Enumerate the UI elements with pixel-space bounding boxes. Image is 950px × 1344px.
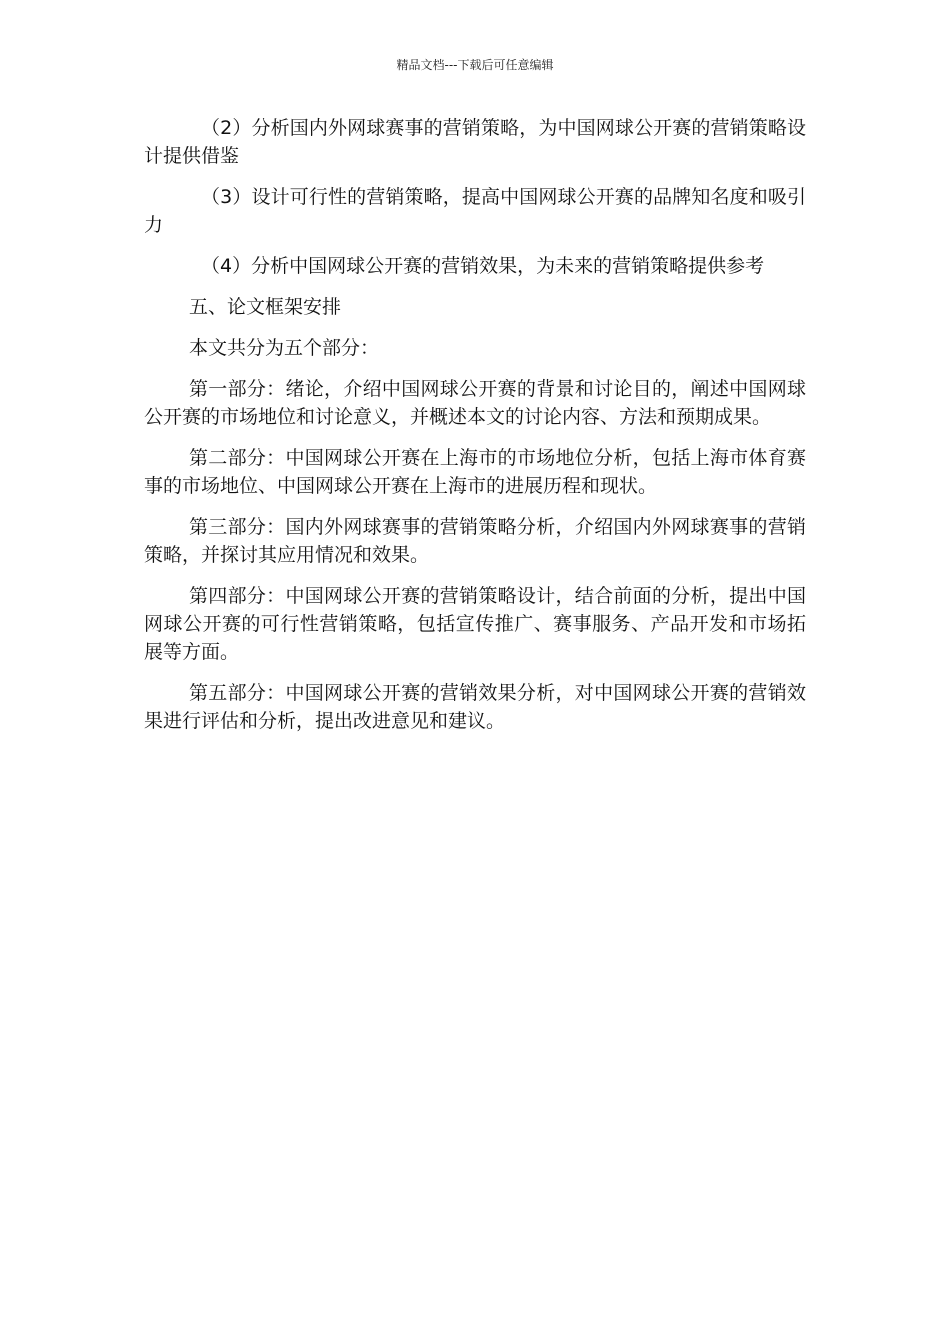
document-body [144, 114, 806, 748]
paragraph-part-3: 第三部分：国内外网球赛事的营销策略分析，介绍国内外网球赛事的营销策略，并探讨其应用情况和效果。 [144, 516, 806, 566]
paragraph-objective-3: （3）设计可行性的营销策略，提高中国网球公开赛的品牌知名度和吸引力 [144, 186, 806, 236]
paragraph-part-1: 第一部分：绪论，介绍中国网球公开赛的背景和讨论目的，阐述中国网球公开赛的市场地位和讨论意义，并概述本文的讨论内容、方法和预期成果。 [144, 378, 806, 428]
paragraph-part-4: 第四部分：中国网球公开赛的营销策略设计，结合前面的分析，提出中国网球公开赛的可行性营销策略，包括宣传推广、赛事服务、产品开发和市场拓展等方面。 [144, 585, 806, 663]
paragraph-part-2: 第二部分：中国网球公开赛在上海市的市场地位分析，包括上海市体育赛事的市场地位、中国网球公开赛在上海市的进展历程和现状。 [144, 447, 806, 497]
paragraph-intro: 本文共分为五个部分： [189, 337, 380, 359]
paragraph-part-5: 第五部分：中国网球公开赛的营销效果分析，对中国网球公开赛的营销效果进行评估和分析，提出改进意见和建议。 [144, 682, 806, 732]
page-header: 精品文档---下载后可任意编辑 [396, 58, 554, 72]
paragraph-objective-4: （4）分析中国网球公开赛的营销效果，为未来的营销策略提供参考 [201, 255, 765, 277]
section-heading: 五、论文框架安排 [189, 296, 342, 318]
paragraph-objective-2: （2）分析国内外网球赛事的营销策略，为中国网球公开赛的营销策略设计提供借鉴 [144, 117, 806, 167]
